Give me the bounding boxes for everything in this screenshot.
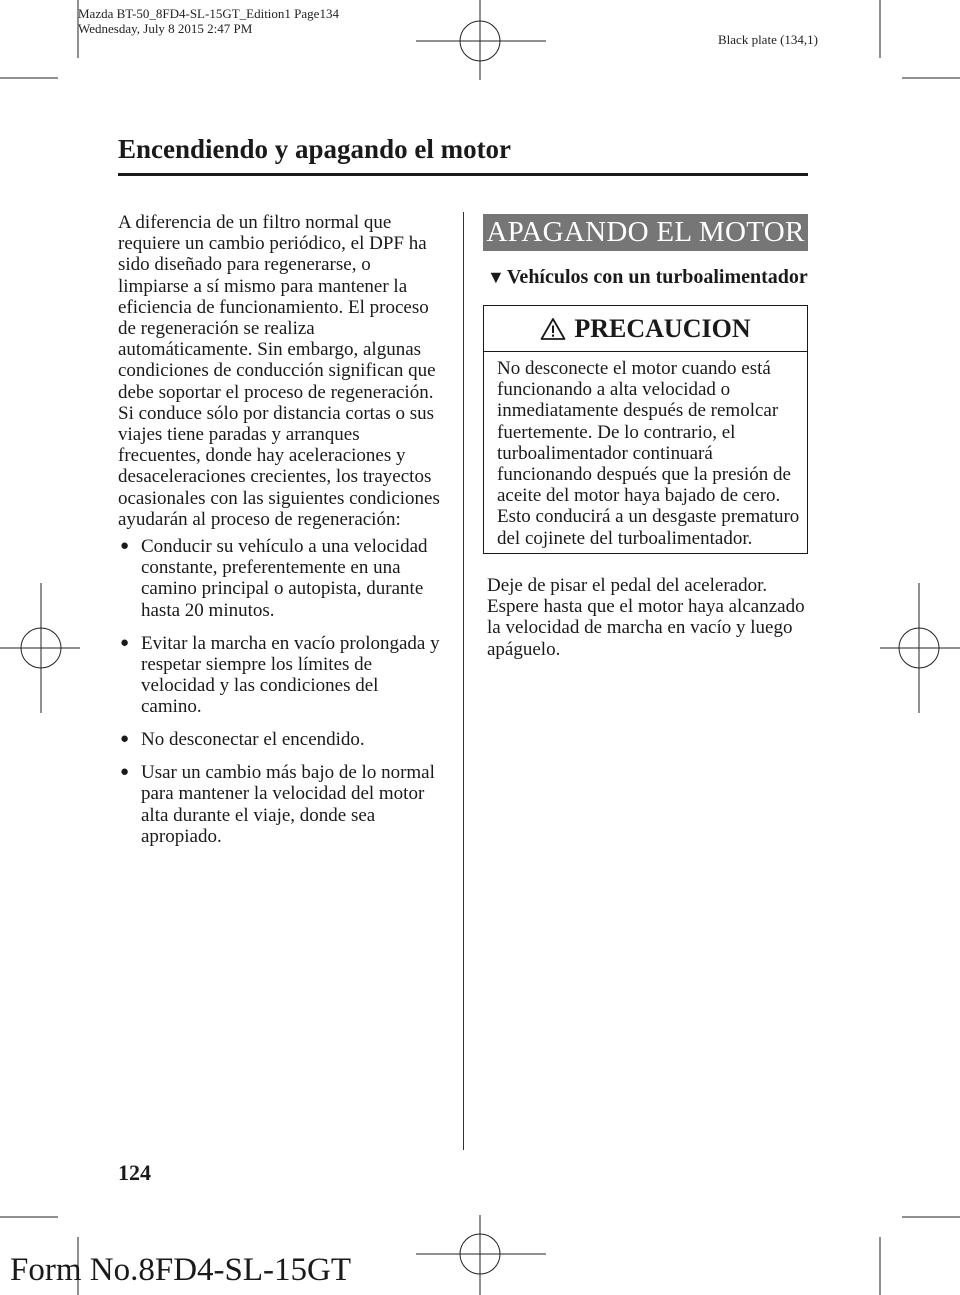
list-item <box>118 633 448 718</box>
text-line: Esto conducirá a un desgaste prematuro <box>497 506 800 528</box>
text-line: hasta 20 minutos. <box>141 599 275 621</box>
text-line: para mantener la velocidad del motor <box>141 783 425 805</box>
text-line: turboalimentador continuará <box>497 442 713 464</box>
text-line: funcionando después que la presión de <box>497 464 791 486</box>
plate-label: Black plate (134,1) <box>718 32 818 47</box>
text-line: eficiencia de funcionamiento. El proceso <box>118 296 429 318</box>
text-line: ocasionales con las siguientes condiciones <box>118 487 440 509</box>
bullet-icon: ● <box>120 634 130 651</box>
title-rule <box>118 173 808 176</box>
text-line: requiere un cambio periódico, el DPF ha <box>118 233 427 255</box>
triangle-down-icon: ▼ <box>487 267 505 287</box>
form-number: Form No.8FD4-SL-15GT <box>10 1252 352 1288</box>
text-line: funcionando a alta velocidad o <box>497 379 731 401</box>
subheading-label: Vehículos con un turboalimentador <box>506 266 808 288</box>
text-line: camino principal o autopista, durante <box>141 578 424 600</box>
text-line: condiciones de conducción significan que <box>118 360 436 382</box>
column-divider <box>463 212 464 1150</box>
file-line: Mazda BT-50_8FD4-SL-15GT_Edition1 Page134 <box>78 6 339 21</box>
closing-paragraph <box>487 575 817 660</box>
subheading <box>487 265 808 289</box>
bullet-icon: ● <box>120 764 130 781</box>
text-line: Conducir su vehículo a una velocidad <box>141 536 428 557</box>
text-line: de regeneración se realiza <box>118 318 315 340</box>
caution-label: PRECAUCION <box>574 313 751 343</box>
text-line: Evitar la marcha en vacío prolongada y <box>141 632 440 654</box>
caution-text <box>497 358 802 549</box>
list-item <box>118 762 448 847</box>
text-line: ayudarán al proceso de regeneración: <box>118 508 401 530</box>
list-item <box>118 729 448 750</box>
text-line: camino. <box>141 696 202 718</box>
caution-box <box>483 305 808 554</box>
text-line: debe soportar el proceso de regeneración. <box>118 381 434 403</box>
section-heading: APAGANDO EL MOTOR <box>483 214 808 251</box>
text-line: la velocidad de marcha en vacío y luego <box>487 617 793 639</box>
text-line: inmediatamente después de remolcar <box>497 400 779 422</box>
caution-header <box>484 306 807 352</box>
text-line: Espere hasta que el motor haya alcanzado <box>487 596 805 618</box>
page-number: 124 <box>118 1160 151 1185</box>
text-line: Si conduce sólo por distancia cortas o sus <box>118 402 435 424</box>
text-line: apropiado. <box>141 825 222 847</box>
bullet-icon: ● <box>120 538 130 554</box>
text-line: constante, preferentemente en una <box>141 557 401 579</box>
bullet-icon: ● <box>120 731 130 748</box>
text-line: No desconectar el encendido. <box>141 729 365 751</box>
text-line: desaceleraciones crecientes, los trayectos <box>118 466 432 488</box>
text-line: sido diseñado para regenerarse, o <box>118 254 371 276</box>
text-line: No desconecte el motor cuando está <box>497 358 771 379</box>
text-line: A diferencia de un filtro normal que <box>118 212 392 233</box>
regeneration-tips-list <box>118 536 448 859</box>
text-line: Usar un cambio más bajo de lo normal <box>141 762 435 784</box>
text-line: del cojinete del turboalimentador. <box>497 527 753 549</box>
warning-triangle-icon <box>540 317 566 341</box>
text-line: aceite del motor haya bajado de cero. <box>497 485 781 507</box>
print-metadata <box>78 6 339 36</box>
section-title: Encendiendo y apagando el motor <box>118 134 512 164</box>
date-line: Wednesday, July 8 2015 2:47 PM <box>78 21 253 36</box>
text-line: automáticamente. Sin embargo, algunas <box>118 339 422 361</box>
text-line: fuertemente. De lo contrario, el <box>497 421 736 443</box>
text-line: respetar siempre los límites de <box>141 653 373 675</box>
text-line: velocidad y las condiciones del <box>141 675 379 697</box>
text-line: limpiarse a sí mismo para mantener la <box>118 275 408 297</box>
text-line: frecuentes, donde hay aceleraciones y <box>118 445 406 467</box>
intro-paragraph <box>118 212 448 530</box>
text-line: Deje de pisar el pedal del acelerador. <box>487 575 768 596</box>
text-line: apáguelo. <box>487 638 561 660</box>
list-item <box>118 536 448 621</box>
text-line: viajes tiene paradas y arranques <box>118 424 360 446</box>
text-line: alta durante el viaje, donde sea <box>141 804 376 826</box>
